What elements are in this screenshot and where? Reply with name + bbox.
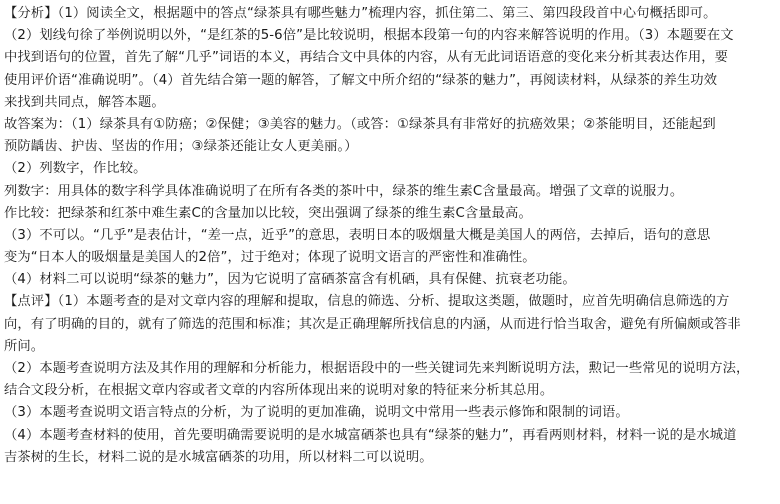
text-line: 使用评价语“准确说明”。（4）首先结合第一题的解答，了解文中所介绍的“绿茶的魅力”，再阅读材料，从绿茶的养生功效 (4, 72, 718, 88)
text-line: 向，有了明确的目的，就有了筛选的范围和标准；其次是正确理解所找信息的内涵，从而进行恰当取舍，避免有所偏颇或答非 (4, 316, 741, 332)
text-line: （2）本题考查说明方法及其作用的理解和分析能力，根据语段中的一些关键词先来判断说明方法，勲记一些常见的说明方法， (4, 361, 750, 376)
text-line: 列数字：用具体的数字科学具体准确说明了在所有各类的茶叶中，绿茶的维生素C含量最高。增强了文章的说服力。 (4, 183, 684, 199)
text-line: 故答案为：（1）绿茶具有①防癌；②保健；③美容的魅力。（或答：①绿茶具有非常好的抗癌效果；②茶能明目，还能起到 (4, 116, 716, 132)
text-line: 【分析】（1）阅读全文，根据题中的答点“绿茶具有哪些魅力”梳理内容，抓住第二、第三、第四段段首中心句概括即可。 (4, 6, 717, 21)
text-line: （2）列数字，作比较。 (4, 161, 147, 177)
text-line: 中找到语句的位置，首先了解“几乎”词语的本义，再结合文中具体的内容，从有无此词语语意的变化来分析其表达作用，要 (4, 50, 729, 66)
text-line: （3）本题考查说明文语言特点的分析，为了说明的更加准确，说明文中常用一些表示修饰和限制的词语。 (4, 405, 629, 421)
text-line: （4）本题考查材料的使用，首先要明确需要说明的是水城富硒茶也具有“绿茶的魅力”，再看两则材料，材料一说的是水城道 (4, 427, 737, 443)
text-line: （3）不可以。“几乎”是表估计，“差一点，近乎”的意思，表明日本的吸烟量大概是美国人的两倍，去掉后，语句的意思 (4, 227, 711, 243)
text-line: 变为“日本人的吸烟量是美国人的2倍”，过于绝对；体现了说明文语言的严密性和准确性。 (4, 250, 536, 266)
text-line: （4）材料二可以说明“绿茶的魅力”，因为它说明了富硒茶富含有机硒，具有保健、抗衰老功能。 (4, 272, 576, 288)
text-line: 【点评】（1）本题考查的是对文章内容的理解和提取，信息的筛选、分析、提取这类题，做题时，应首先明确信息筛选的方 (4, 294, 730, 310)
text-line: 预防龋齿、护齿、坚齿的作用；③绿茶还能让女人更美丽。） (4, 139, 358, 155)
text-line: 所问。 (4, 338, 45, 354)
text-line: 结合文段分析，在根据文章内容或者文章的内容所体现出来的说明对象的特征来分析其总用。 (4, 383, 554, 399)
text-line: 来找到共同点，解答本题。 (4, 94, 165, 110)
text-line: 吉茶树的生长，材料二说的是水城富硒茶的功用，所以材料二可以说明。 (4, 449, 433, 465)
text-line: 作比较：把绿茶和红茶中难生素C的含量加以比较，突出强调了绿茶的维生素C含量最高。 (4, 205, 532, 221)
text-line: （2）划线句徐了举例说明以外，“是红茶的5-6倍”是比较说明，根据本段第一句的内容来解答说明的作用。（3）本题要在文 (4, 28, 734, 44)
